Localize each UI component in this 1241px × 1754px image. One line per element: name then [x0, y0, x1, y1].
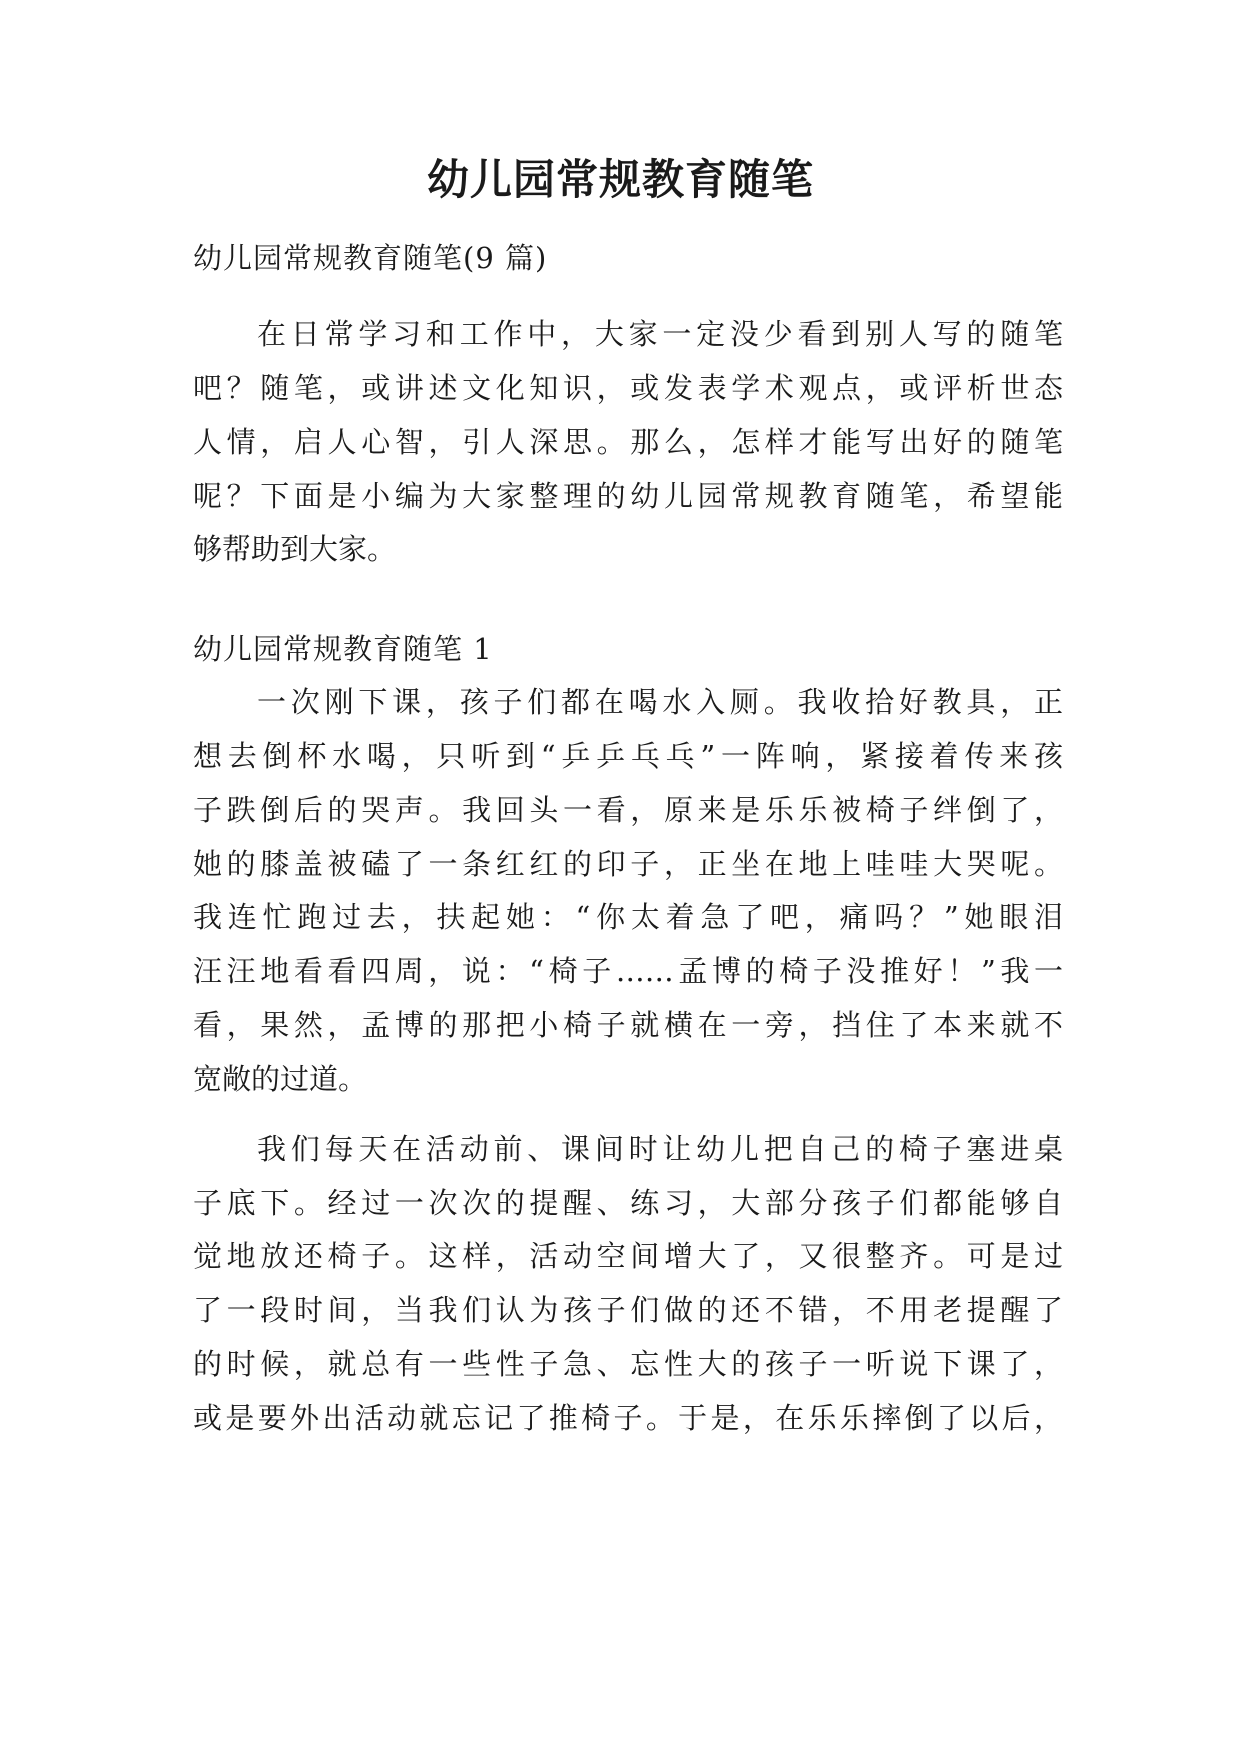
section-1-para-1-line: 我连忙跑过去，扶起她：“你太着急了吧，痛吗？”她眼泪: [193, 900, 1063, 934]
section-1-para-2-line: 或是要外出活动就忘记了推椅子。于是，在乐乐摔倒了以后，: [193, 1401, 1063, 1435]
section-1-para-1-line: 看，果然，孟博的那把小椅子就横在一旁，挡住了本来就不: [193, 1008, 1063, 1042]
section-1-para-1-line: 想去倒杯水喝，只听到“乒乒乓乓”一阵响，紧接着传来孩: [193, 739, 1063, 773]
section-1-para-1-line: 汪汪地看看四周，说：“椅子……孟博的椅子没推好！”我一: [193, 954, 1063, 988]
intro-line: 吧？随笔，或讲述文化知识，或发表学术观点，或评析世态: [193, 371, 1063, 405]
intro-line: 呢？下面是小编为大家整理的幼儿园常规教育随笔，希望能: [193, 479, 1063, 513]
intro-line: 在日常学习和工作中，大家一定没少看到别人写的随笔: [257, 317, 1063, 351]
section-1-para-2-line: 觉地放还椅子。这样，活动空间增大了，又很整齐。可是过: [193, 1239, 1063, 1273]
intro-heading: 幼儿园常规教育随笔(9 篇): [193, 241, 548, 275]
intro-line: 够帮助到大家。: [193, 532, 397, 566]
section-1-heading: 幼儿园常规教育随笔 1: [193, 632, 493, 666]
section-1-para-1-line: 她的膝盖被磕了一条红红的印子，正坐在地上哇哇大哭呢。: [193, 847, 1063, 881]
section-1-para-2-line: 子底下。经过一次次的提醒、练习，大部分孩子们都能够自: [193, 1186, 1063, 1220]
document-title: 幼儿园常规教育随笔: [426, 155, 814, 204]
section-1-para-1-line: 宽敞的过道。: [193, 1062, 368, 1096]
section-1-para-2-line: 我们每天在活动前、课间时让幼儿把自己的椅子塞进桌: [257, 1132, 1063, 1166]
section-1-para-1-line: 子跌倒后的哭声。我回头一看，原来是乐乐被椅子绊倒了，: [193, 793, 1063, 827]
section-1-para-1-line: 一次刚下课，孩子们都在喝水入厕。我收拾好教具，正: [257, 685, 1063, 719]
section-1-para-2-line: 了一段时间，当我们认为孩子们做的还不错，不用老提醒了: [193, 1293, 1063, 1327]
section-1-para-2-line: 的时候，就总有一些性子急、忘性大的孩子一听说下课了，: [193, 1347, 1063, 1381]
intro-line: 人情，启人心智，引人深思。那么，怎样才能写出好的随笔: [193, 425, 1063, 459]
